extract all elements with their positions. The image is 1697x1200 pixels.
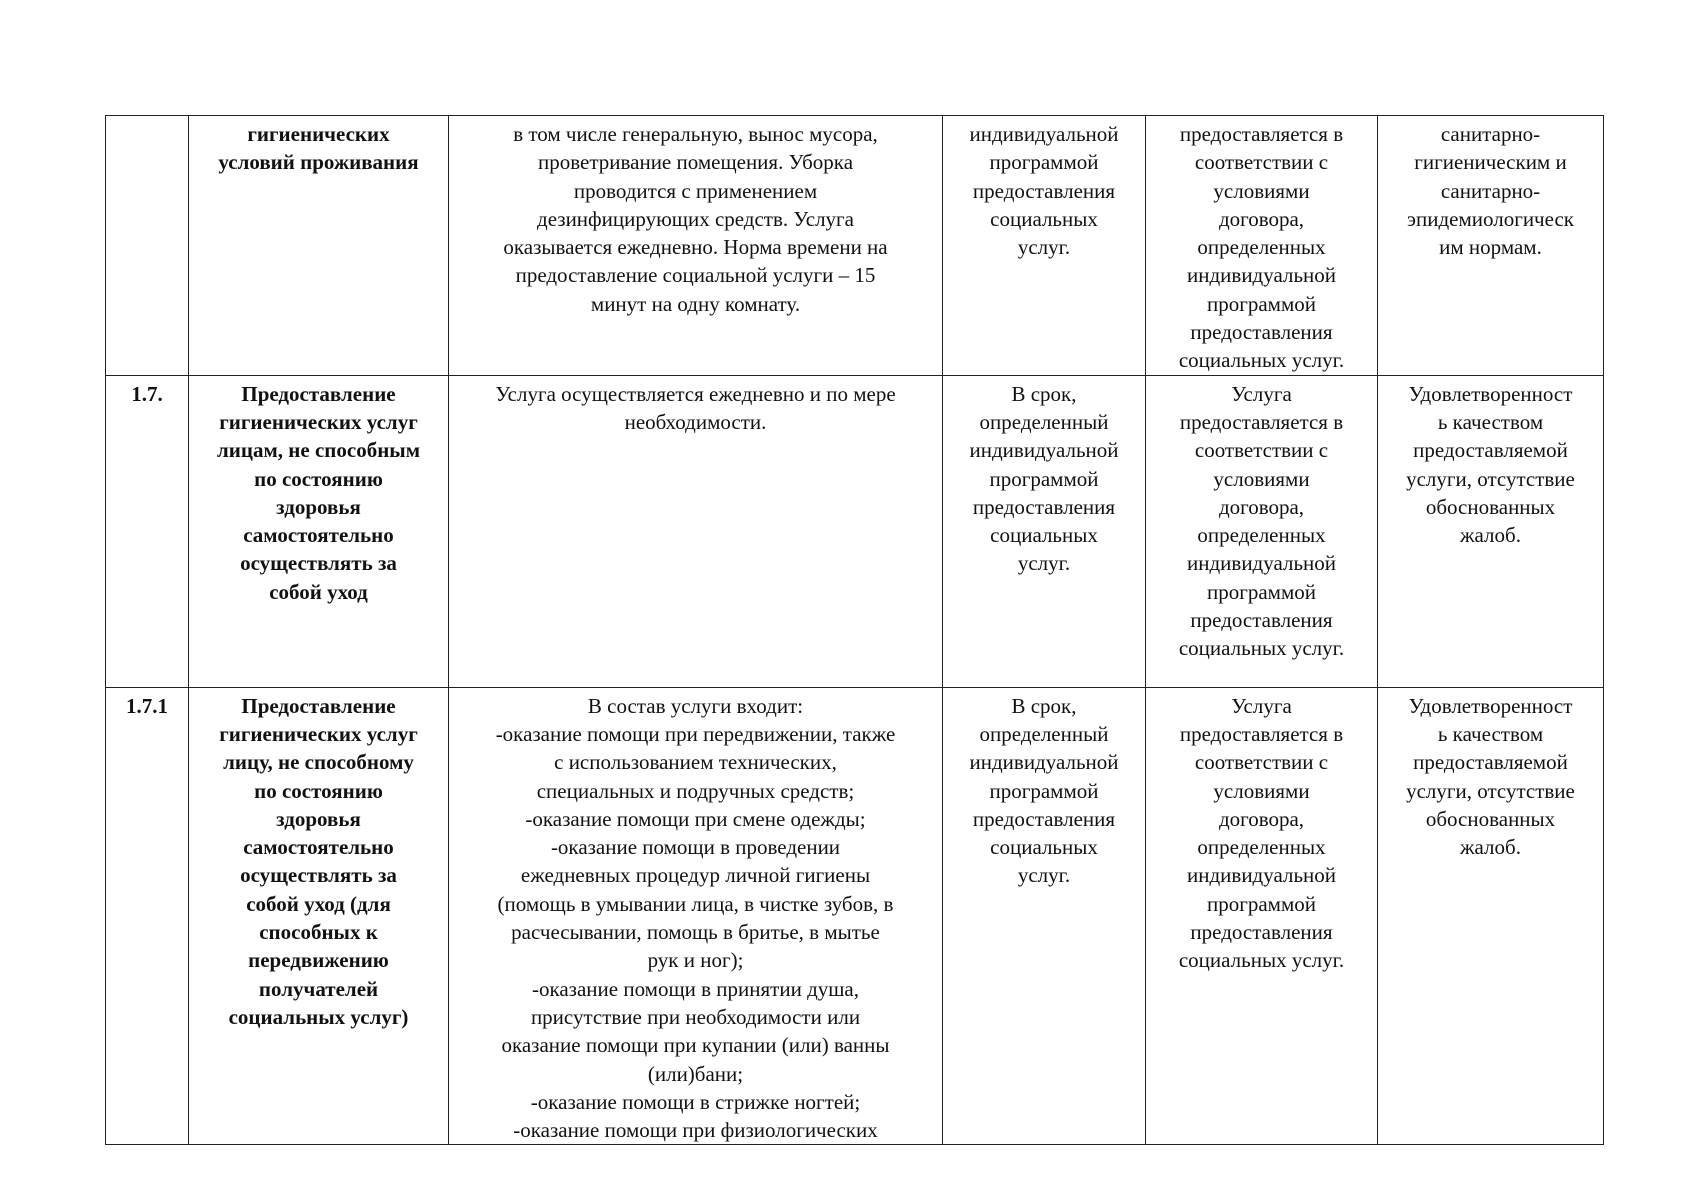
conditions-line: предоставления bbox=[1190, 608, 1333, 633]
conditions-line: индивидуальной bbox=[1187, 551, 1336, 576]
name-line: социальных услуг) bbox=[228, 1004, 409, 1029]
content-line: специальных и подручных средств; bbox=[536, 778, 855, 803]
quality-line: Удовлетворенност bbox=[1408, 693, 1573, 718]
name-line: гигиенических услуг bbox=[219, 409, 418, 434]
table-row bbox=[106, 687, 1604, 1145]
deadline-line: предоставления bbox=[972, 806, 1116, 831]
content-line: минут на одну комнату. bbox=[590, 291, 801, 316]
conditions-line: соответствии с bbox=[1194, 150, 1329, 175]
content-line: В состав услуги входит: bbox=[587, 693, 804, 718]
name-line: собой уход bbox=[269, 579, 368, 604]
quality-line: услуги, отсутствие bbox=[1406, 778, 1575, 803]
name-line: передвижению bbox=[248, 948, 389, 973]
content-line: оказание помощи при купании (или) ванны bbox=[501, 1033, 890, 1058]
conditions-line: социальных услуг. bbox=[1178, 636, 1345, 661]
conditions-line: договора, bbox=[1218, 494, 1305, 519]
service-name bbox=[189, 375, 449, 687]
quality-line: санитарно- bbox=[1440, 122, 1541, 146]
conditions-line: индивидуальной bbox=[1187, 863, 1336, 888]
deadline-line: программой bbox=[989, 778, 1099, 803]
table-row bbox=[106, 375, 1604, 687]
name-line: самостоятельно bbox=[243, 835, 394, 860]
content-line: рук и ног); bbox=[647, 948, 744, 973]
service-conditions bbox=[1146, 375, 1378, 687]
content-line: -оказание помощи при передвижении, также bbox=[495, 721, 896, 746]
conditions-line: условиями bbox=[1213, 466, 1310, 491]
name-line: условий проживания bbox=[218, 150, 419, 175]
deadline-line: В срок, bbox=[1011, 693, 1077, 718]
content-line: в том числе генеральную, вынос мусора, bbox=[513, 122, 878, 146]
conditions-line: программой bbox=[1207, 291, 1316, 316]
table-row bbox=[106, 116, 1604, 376]
name-line: осуществлять за bbox=[240, 551, 397, 576]
deadline-line: услуг. bbox=[1017, 235, 1071, 260]
service-name bbox=[189, 116, 449, 376]
quality-line: обоснованных bbox=[1425, 806, 1556, 831]
content-line: (или)бани; bbox=[647, 1061, 744, 1086]
conditions-line: Услуга bbox=[1231, 693, 1292, 718]
deadline-line: социальных bbox=[990, 206, 1098, 231]
content-line: Услуга осуществляется ежедневно и по мере bbox=[495, 381, 896, 406]
service-deadline bbox=[943, 687, 1146, 1145]
conditions-line: индивидуальной bbox=[1187, 263, 1336, 288]
name-line: по состоянию bbox=[254, 778, 383, 803]
service-quality bbox=[1378, 687, 1604, 1145]
conditions-line: предоставляется в bbox=[1179, 721, 1344, 746]
content-line: проветривание помещения. Уборка bbox=[537, 150, 854, 175]
deadline-line: индивидуальной bbox=[969, 122, 1119, 146]
quality-line: услуги, отсутствие bbox=[1406, 466, 1575, 491]
quality-line: предоставляемой bbox=[1413, 750, 1568, 775]
quality-line: жалоб. bbox=[1460, 835, 1521, 860]
conditions-line: условиями bbox=[1213, 178, 1310, 203]
name-line: здоровья bbox=[276, 806, 361, 831]
content-line: -оказание помощи в стрижке ногтей; bbox=[530, 1089, 861, 1114]
service-quality bbox=[1378, 375, 1604, 687]
content-line: -оказание помощи в принятии душа, bbox=[531, 976, 860, 1001]
deadline-line: предоставления bbox=[972, 494, 1116, 519]
service-content bbox=[449, 116, 943, 376]
name-line: Предоставление bbox=[241, 381, 396, 406]
name-line: гигиенических услуг bbox=[219, 721, 418, 746]
name-line: получателей bbox=[258, 976, 379, 1001]
content-line: -оказание помощи в проведении bbox=[550, 835, 841, 860]
services-table bbox=[105, 115, 1604, 1145]
service-name bbox=[189, 687, 449, 1145]
deadline-line: программой bbox=[989, 466, 1099, 491]
deadline-line: индивидуальной bbox=[969, 438, 1119, 463]
quality-line: обоснованных bbox=[1425, 494, 1556, 519]
service-quality bbox=[1378, 116, 1604, 376]
quality-line: им нормам. bbox=[1439, 235, 1542, 260]
conditions-line: условиями bbox=[1213, 778, 1310, 803]
deadline-line: предоставления bbox=[972, 178, 1116, 203]
conditions-line: определенных bbox=[1197, 835, 1326, 860]
conditions-line: социальных услуг. bbox=[1178, 348, 1345, 373]
conditions-line: Услуга bbox=[1231, 381, 1292, 406]
conditions-line: определенных bbox=[1197, 523, 1326, 548]
quality-line: жалоб. bbox=[1460, 523, 1521, 548]
conditions-line: договора, bbox=[1218, 206, 1305, 231]
conditions-line: предоставляется в bbox=[1179, 409, 1344, 434]
name-line: здоровья bbox=[276, 494, 361, 519]
quality-line: санитарно- bbox=[1440, 178, 1541, 203]
quality-line: эпидемиологическ bbox=[1406, 206, 1574, 231]
content-line: ежедневных процедур личной гигиены bbox=[520, 863, 871, 888]
conditions-line: соответствии с bbox=[1194, 438, 1329, 463]
service-number bbox=[106, 116, 189, 376]
content-line: необходимости. bbox=[624, 409, 767, 434]
name-line: способных к bbox=[259, 920, 378, 945]
conditions-line: программой bbox=[1207, 579, 1316, 604]
conditions-line: предоставления bbox=[1190, 920, 1333, 945]
content-line: предоставление социальной услуги – 15 bbox=[515, 263, 876, 288]
deadline-line: услуг. bbox=[1017, 551, 1071, 576]
service-number: 1.7. bbox=[106, 375, 189, 687]
content-line: -оказание помощи при физиологических bbox=[513, 1118, 878, 1143]
content-line: с использованием технических, bbox=[554, 750, 837, 775]
service-deadline bbox=[943, 116, 1146, 376]
conditions-line: программой bbox=[1207, 891, 1316, 916]
deadline-line: услуг. bbox=[1017, 863, 1071, 888]
name-line: самостоятельно bbox=[243, 523, 394, 548]
quality-line: предоставляемой bbox=[1413, 438, 1568, 463]
quality-line: гигиеническим и bbox=[1414, 150, 1567, 175]
conditions-line: предоставления bbox=[1190, 320, 1333, 345]
conditions-line: определенных bbox=[1197, 235, 1326, 260]
conditions-line: соответствии с bbox=[1194, 750, 1329, 775]
deadline-line: определенный bbox=[979, 409, 1109, 434]
name-line: лицам, не способным bbox=[217, 438, 420, 463]
quality-line: ь качеством bbox=[1437, 721, 1544, 746]
name-line: собой уход (для bbox=[246, 891, 391, 916]
content-line: расчесывании, помощь в бритье, в мытье bbox=[511, 920, 880, 945]
service-conditions bbox=[1146, 116, 1378, 376]
service-content bbox=[449, 687, 943, 1145]
deadline-line: социальных bbox=[990, 523, 1098, 548]
service-deadline bbox=[943, 375, 1146, 687]
content-line: -оказание помощи при смене одежды; bbox=[525, 806, 866, 831]
quality-line: Удовлетворенност bbox=[1408, 381, 1573, 406]
deadline-line: В срок, bbox=[1011, 381, 1077, 406]
deadline-line: социальных bbox=[990, 835, 1098, 860]
service-number: 1.7.1 bbox=[106, 687, 189, 1145]
name-line: осуществлять за bbox=[240, 863, 397, 888]
conditions-line: социальных услуг. bbox=[1178, 948, 1345, 973]
name-line: лицу, не способному bbox=[223, 750, 414, 775]
content-line: присутствие при необходимости или bbox=[530, 1004, 861, 1029]
conditions-line: предоставляется в bbox=[1179, 122, 1344, 146]
service-conditions bbox=[1146, 687, 1378, 1145]
content-line: (помощь в умывании лица, в чистке зубов, в bbox=[497, 891, 894, 916]
conditions-line: договора, bbox=[1218, 806, 1305, 831]
deadline-line: индивидуальной bbox=[969, 750, 1119, 775]
name-line: Предоставление bbox=[241, 693, 396, 718]
quality-line: ь качеством bbox=[1437, 409, 1544, 434]
name-line: гигиенических bbox=[247, 122, 390, 146]
name-line: по состоянию bbox=[254, 466, 383, 491]
service-content bbox=[449, 375, 943, 687]
deadline-line: программой bbox=[989, 150, 1099, 175]
content-line: оказывается ежедневно. Норма времени на bbox=[503, 235, 888, 260]
content-line: дезинфицирующих средств. Услуга bbox=[537, 206, 854, 231]
deadline-line: определенный bbox=[979, 721, 1109, 746]
content-line: проводится с применением bbox=[573, 178, 818, 203]
